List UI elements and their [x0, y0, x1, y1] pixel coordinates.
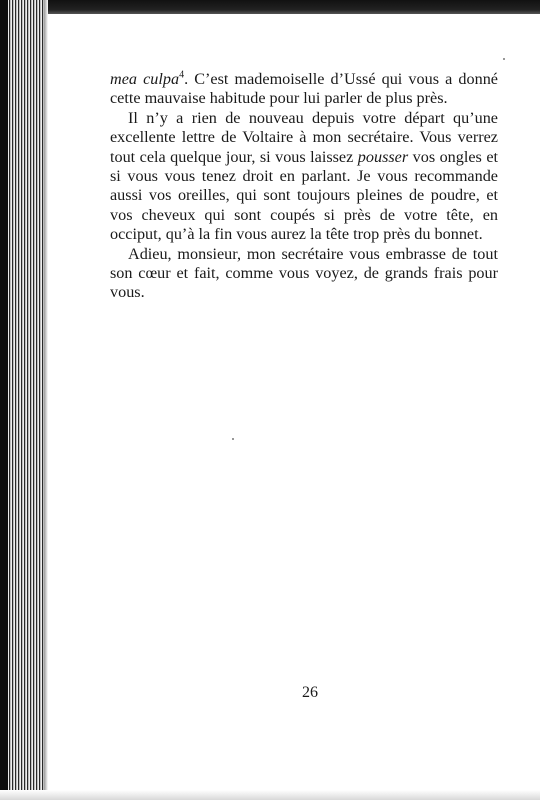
book-binding-shadow [0, 0, 540, 14]
text-run: Adieu, monsieur, mon secrétaire vous embrasse de tout son cœur et fait, comme vous voyez, de grands frais pour vous. [110, 244, 498, 302]
page-number: 26 [302, 684, 318, 701]
italic-run: pousser [357, 147, 409, 166]
gutter-shadow [44, 0, 48, 800]
text-run: Il n’y a rien de nouveau depuis votre départ qu’une excellente lettre de Voltaire à mon secrétaire. Vous verrez tout cela quelque jour, si vous laissez [110, 108, 498, 166]
footnote-marker: 4 [179, 69, 185, 81]
text-run: . C’est mademoiselle d’Ussé qui vous a donné cette mauvaise habitude pour lui parler de plus près. [110, 70, 498, 108]
paragraph-3 [110, 245, 498, 303]
page-edges [0, 0, 44, 800]
paper-speck [503, 58, 505, 60]
paragraph-2 [110, 109, 498, 245]
italic-run: mea culpa [110, 70, 180, 88]
text-run: vos ongles et si vous vous tenez droit en parlant. Je vous recommande aussi vos oreilles, qui sont toujours pleines de poudre, et vos cheveux qui sont coupés si près de votre tête, en occiput, qu’à la fin vous aurez la tête trop près du bonnet. [110, 147, 498, 244]
paper-speck [232, 438, 234, 440]
paragraph-1 [110, 70, 498, 109]
body-text [110, 70, 498, 303]
bottom-shadow [0, 790, 540, 800]
